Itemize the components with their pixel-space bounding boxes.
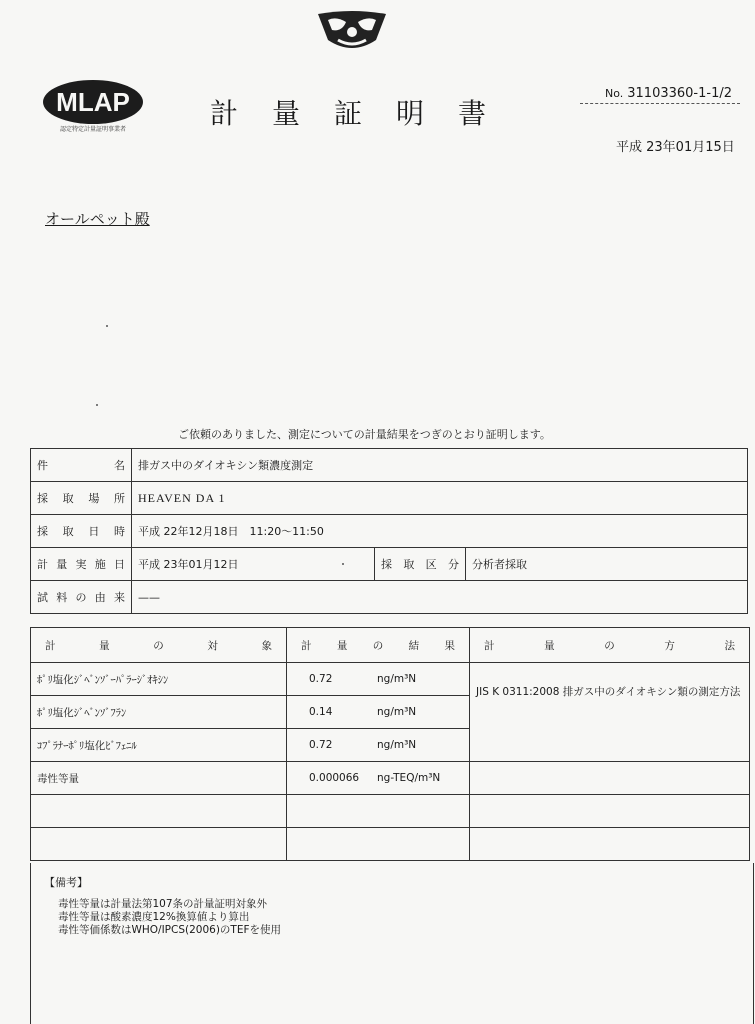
result-value: 0.72 — [309, 673, 333, 685]
header-char: 果 — [444, 639, 455, 652]
result-unit: ng/m³N — [377, 739, 417, 751]
speck — [106, 325, 108, 327]
result-unit: ng/m³N — [377, 706, 417, 718]
header-char: 計 — [301, 639, 312, 652]
header-result — [287, 628, 470, 663]
document-number — [605, 86, 732, 101]
table-row — [31, 762, 750, 795]
place-value: HEAVEN DA 1 — [132, 482, 748, 515]
header-char: 結 — [408, 639, 420, 652]
header-label — [476, 638, 743, 653]
target-cell: 毒性等量 — [31, 762, 287, 795]
header-char: の — [153, 639, 164, 652]
measurement-table — [30, 627, 750, 861]
empty-cell — [287, 795, 470, 828]
empty-cell — [31, 828, 287, 861]
empty-cell — [470, 762, 750, 795]
category-label: 採 取 区 分 — [375, 548, 466, 581]
result-cell — [287, 762, 470, 795]
remarks-notes — [58, 898, 281, 937]
remarks-box — [30, 863, 754, 1024]
result-unit: ng/m³N — [377, 673, 417, 685]
speck — [96, 404, 98, 406]
origin-value: —— — [132, 581, 748, 614]
document-title: 計量証明書 — [210, 97, 521, 130]
header-method — [470, 628, 750, 663]
target-cell: ﾎﾟﾘ塩化ｼﾞﾍﾞﾝｿﾞｰﾊﾟﾗｰｼﾞｵｷｼﾝ — [31, 663, 287, 696]
table-row — [31, 548, 748, 581]
result-cell — [287, 663, 470, 696]
header-char: 量 — [336, 639, 348, 652]
result-value: 0.14 — [309, 706, 333, 718]
result-value: 0.72 — [309, 739, 333, 751]
info-table — [30, 448, 748, 614]
category-value: 分析者採取 — [466, 548, 748, 581]
result-cell — [287, 729, 470, 762]
table-row — [31, 663, 750, 696]
header-char: の — [372, 639, 384, 652]
empty-cell — [470, 828, 750, 861]
header-char: 量 — [544, 639, 555, 652]
header-label — [37, 638, 280, 653]
header-label — [293, 638, 463, 653]
issue-date: 平成 23年01月15日 — [616, 140, 735, 155]
intro-statement: ご依頼のありました、測定についての計量結果をつぎのとおり証明します。 — [178, 428, 551, 441]
result-value: 0.000066 — [309, 772, 360, 784]
header-char: 方 — [664, 639, 675, 652]
remark-line: 毒性等量は酸素濃度12%換算値より算出 — [58, 911, 250, 923]
result-unit: ng-TEQ/m³N — [377, 772, 441, 784]
logo-text: MLAP — [56, 87, 130, 117]
header-char: の — [604, 639, 615, 652]
table-row — [31, 795, 750, 828]
place-label: 採 取 場 所 — [31, 482, 132, 515]
table-row — [31, 828, 750, 861]
header-char: 計 — [484, 639, 495, 652]
remark-line: 毒性等量は計量法第107条の計量証明対象外 — [58, 898, 268, 910]
table-row — [31, 515, 748, 548]
empty-cell — [31, 795, 287, 828]
target-cell: ﾎﾟﾘ塩化ｼﾞﾍﾞﾝｿﾞﾌﾗﾝ — [31, 696, 287, 729]
header-char: 法 — [724, 639, 735, 652]
table-row — [31, 449, 748, 482]
header-target — [31, 628, 287, 663]
empty-cell — [470, 795, 750, 828]
subject-value: 排ガス中のダイオキシン類濃度測定 — [132, 449, 748, 482]
remark-line: 毒性等価係数はWHO/IPCS(2006)のTEFを使用 — [58, 924, 282, 936]
subject-label: 件 名 — [31, 449, 132, 482]
doc-no-value: 31103360-1-1/2 — [627, 86, 733, 101]
doc-no-label: No. — [605, 87, 624, 100]
datetime-value: 平成 22年12月18日 11:20～11:50 — [132, 515, 748, 548]
header-char: 対 — [207, 639, 218, 652]
recipient: オールペット殿 — [45, 210, 150, 228]
remarks-title: 【備考】 — [44, 876, 88, 889]
empty-cell — [287, 828, 470, 861]
table-row — [31, 482, 748, 515]
datetime-label: 採 取 日 時 — [31, 515, 132, 548]
origin-label: 試 料 の 由 来 — [31, 581, 132, 614]
company-seal — [316, 10, 388, 52]
header-char: 量 — [99, 639, 110, 652]
target-cell: ｺﾌﾟﾗﾅｰﾎﾟﾘ塩化ﾋﾞﾌｪﾆﾙ — [31, 729, 287, 762]
table-header-row — [31, 628, 750, 663]
logo-subtext: 認定特定計量証明事業者 — [59, 126, 127, 133]
document-number-underline — [580, 103, 740, 104]
impl-date-value: 平成 23年01月12日 — [132, 548, 375, 581]
header-char: 計 — [45, 639, 56, 652]
method-cell: JIS K 0311:2008 排ガス中のダイオキシン類の測定方法 — [470, 663, 750, 762]
table-row — [31, 581, 748, 614]
result-cell — [287, 696, 470, 729]
header-char: 象 — [261, 639, 272, 652]
mlap-logo — [42, 78, 144, 134]
impl-date-label: 計 量 実 施 日 — [31, 548, 132, 581]
